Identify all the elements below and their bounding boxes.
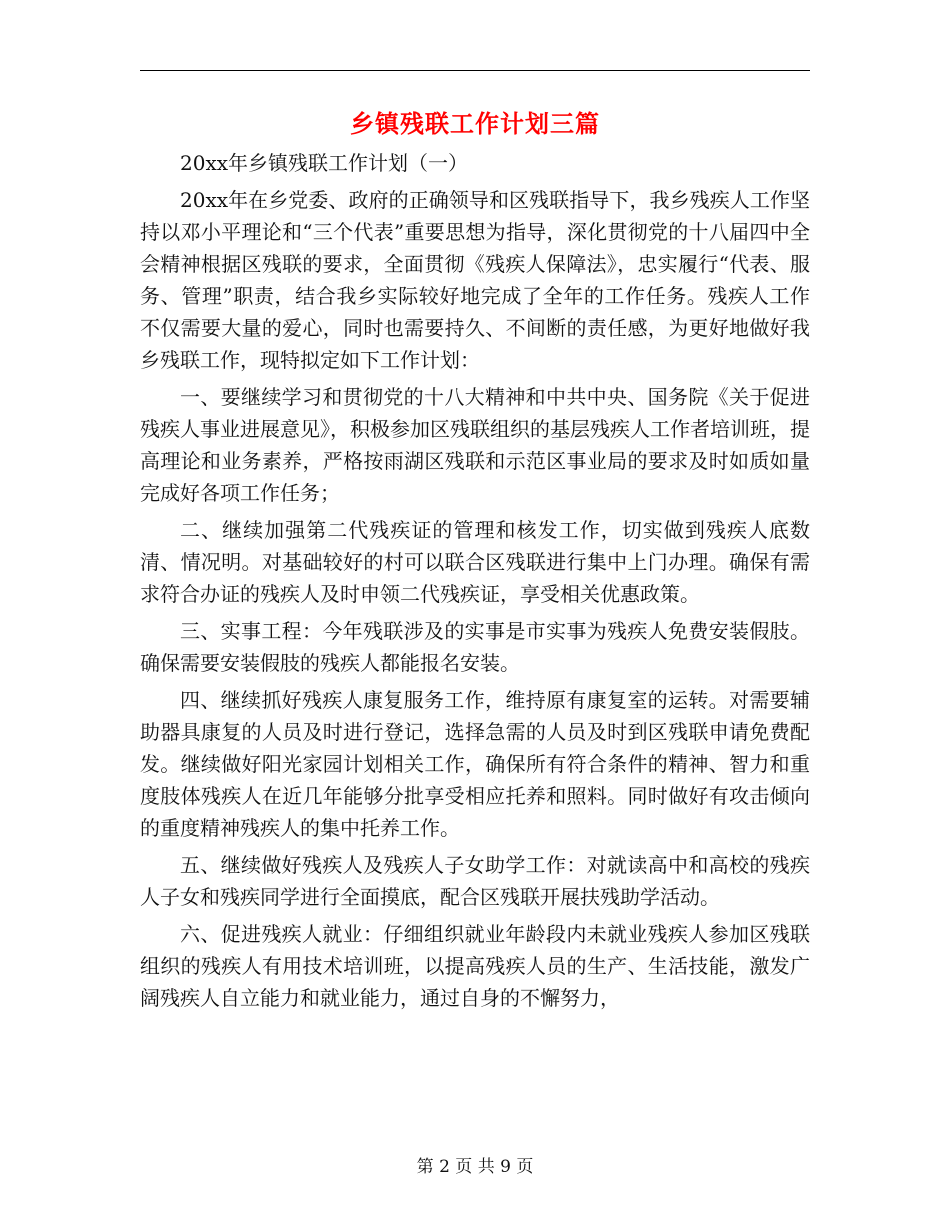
paragraph-item-1: 一、要继续学习和贯彻党的十八大精神和中共中央、国务院《关于促进残疾人事业进展意见》，积极参加区残联组织的基层残疾人工作者培训班，提高理论和业务素养，严格按雨湖区残联和示范区事业局的要求及时如质如量完成好各项工作任务； [140,385,810,505]
page-number: 第 2 页 共 9 页 [416,1157,534,1177]
header-rule [140,70,810,71]
document-title: 乡镇残联工作计划三篇 [350,109,600,138]
paragraph-item-5: 五、继续做好残疾人及残疾人子女助学工作：对就读高中和高校的残疾人子女和残疾同学进行全面摸底，配合区残联开展扶残助学活动。 [140,853,810,909]
paragraph-item-2: 二、继续加强第二代残疾证的管理和核发工作，切实做到残疾人底数清、情况明。对基础较好的村可以联合区残联进行集中上门办理。确保有需求符合办证的残疾人及时申领二代残疾证，享受相关优惠政策。 [140,518,810,606]
document-body [140,147,810,1019]
paragraph-item-6: 六、促进残疾人就业：仔细组织就业年龄段内未就业残疾人参加区残联组织的残疾人有用技术培训班，以提高残疾人员的生产、生活技能，激发广阔残疾人自立能力和就业能力，通过自身的不懈努力， [140,922,810,1010]
paragraph-item-3: 三、实事工程：今年残联涉及的实事是市实事为残疾人免费安装假肢。确保需要安装假肢的残疾人都能报名安装。 [140,619,810,675]
paragraph-item-4: 四、继续抓好残疾人康复服务工作，维持原有康复室的运转。对需要辅助器具康复的人员及时进行登记，选择急需的人员及时到区残联申请免费配发。继续做好阳光家园计划相关工作，确保所有符合条件的精神、智力和重度肢体残疾人在近几年能够分批享受相应托养和照料。同时做好有攻击倾向的重度精神残疾人的集中托养工作。 [140,688,810,840]
paragraph-intro: 20xx年在乡党委、政府的正确领导和区残联指导下，我乡残疾人工作坚持以邓小平理论和“三个代表”重要思想为指导，深化贯彻党的十八届四中全会精神根据区残联的要求，全面贯彻《残疾人保障法》，忠实履行“代表、服务、管理”职责，结合我乡实际较好地完成了全年的工作任务。残疾人工作不仅需要大量的爱心，同时也需要持久、不间断的责任感，为更好地做好我乡残联工作，现特拟定如下工作计划： [140,188,810,372]
section-heading: 20xx年乡镇残联工作计划（一） [180,151,469,175]
